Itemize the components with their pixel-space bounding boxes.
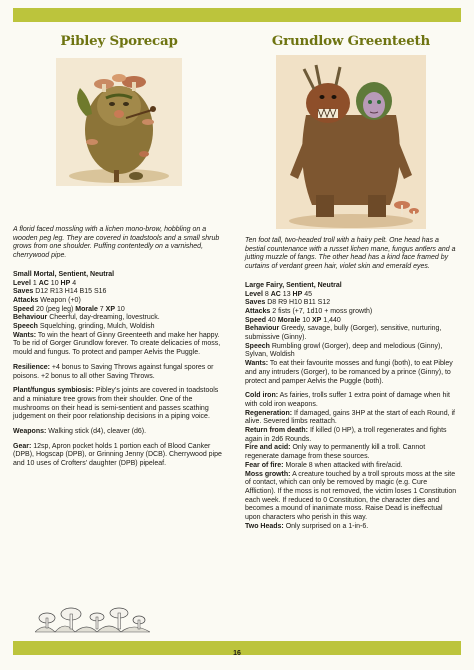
ability-fire-and-acid: [245, 444, 457, 461]
ability-label: Return from death:: [245, 427, 308, 435]
behaviour-value: Cheerful, day-dreaming, lovestruck.: [49, 314, 160, 322]
pibley-speech-line: [13, 323, 225, 332]
ability-text: A creature touched by a troll sprouts moss at the site of contact, which can only be removed by magic (e.g. Cure Affliction). If the moss is not removed, the victim loses 1 Constitution each week. If reduced to 0 Constitution, the character dies and becomes a mound of inanimate moss. Raise Dead is ineffectual upon characters who perish in this way.: [245, 470, 457, 522]
resilience-value: +4 bonus to Saving Throws against fungal spores or poisons. +2 bonus to all other Saving Throws.: [13, 363, 214, 380]
grundlow-wants-line: [245, 360, 457, 386]
pibley-illustration: [56, 58, 182, 186]
saves-value: D12 R13 H14 B15 S16: [35, 288, 107, 296]
ability-two-heads: [245, 523, 457, 532]
xp-value: 1,440: [323, 316, 341, 324]
resilience-label: Resilience:: [13, 363, 50, 371]
hp-value: 45: [304, 290, 313, 298]
ability-text: Only surprised on a 1-in-6.: [285, 522, 369, 530]
hp-label: HP: [292, 290, 303, 298]
grundlow-saves-line: [245, 299, 457, 308]
attacks-value: 2 fists (+7, 1d10 + moss growth): [272, 307, 373, 315]
ability-text: Only way to permanently kill a troll. Cannot regenerate damage from these sources.: [245, 444, 426, 461]
ability-return-from-death: [245, 427, 457, 444]
ability-label: Fear of fire:: [245, 461, 284, 469]
ability-label: Two Heads:: [245, 522, 284, 530]
speed-label: Speed: [245, 316, 267, 324]
behaviour-value: Greedy, savage, bully (Gorger), sensitive, nurturing, submissive (Ginny).: [245, 325, 442, 342]
grundlow-type: Large Fairy, Sentient, Neutral: [245, 281, 342, 289]
speech-label: Speech: [245, 342, 270, 350]
speed-value: 40: [267, 316, 276, 324]
ability-text: If killed (0 HP), a troll regenerates and fights again in 2d6 Rounds.: [245, 427, 447, 443]
ability-fear-of-fire: [245, 462, 457, 471]
symbiosis-value: Pibley’s joints are covered in toadstools and a miniature tree grows from their shoulder. One of the mushrooms on their head is semi-sentient and passes scathing judgement on their poor relationship decisions in a piping voice.: [13, 387, 219, 421]
ability-text: As fairies, trolls suffer 1 extra point of damage when hit with cold iron weapons.: [245, 392, 450, 408]
ability-moss-growth: [245, 471, 457, 523]
level-value: 1: [32, 279, 37, 287]
pibley-stat-block: [13, 271, 225, 358]
grundlow-illustration: [276, 55, 426, 229]
attacks-value: Weapon (+0): [40, 296, 81, 304]
pibley-wants-line: [13, 332, 225, 358]
grundlow-level-line: [245, 291, 457, 300]
ability-text: Morale 8 when attacked with fire/acid.: [285, 461, 403, 469]
ability-label: Regeneration:: [245, 409, 293, 417]
ac-label: AC: [38, 279, 49, 287]
pibley-attacks-line: [13, 297, 225, 306]
grundlow-abilities: [245, 392, 457, 531]
hp-label: HP: [60, 279, 71, 287]
ac-value: 10: [50, 279, 59, 287]
pibley-column: [13, 32, 225, 469]
wants-label: Wants:: [13, 331, 37, 339]
xp-value: 10: [116, 305, 125, 313]
wants-label: Wants:: [245, 360, 269, 368]
gear-value: 12sp, Apron pocket holds 1 portion each of Blood Canker (DPB), Hogscap (DPB), or Grinning Jenny (DCB). Cherrywood pipe and 10 uses of Crofters’ daughter (DPB) pipeleaf.: [13, 442, 222, 468]
symbiosis-label: Plant/fungus symbiosis:: [13, 387, 94, 395]
grundlow-description: Ten foot tall, two-headed troll with a hairy pelt. One head has a bestial countenance with a russet lichen mane, fungus antlers and a jutting muzzle of fangs. The other head has a kind face framed by curtains of verdant green hair, violet skin and emerald eyes.: [245, 237, 456, 271]
ability-regeneration: [245, 410, 457, 427]
speech-value: Rumbling growl (Gorger), deep and melodious (Ginny), Sylvan, Woldish: [245, 342, 443, 359]
pibley-gear: [13, 443, 225, 469]
wants-value: To win the heart of Ginny Greenteeth and make her happy. To be rid of Gorger Grundlow forever. To create delicacies of moss, mould and fungus. To protect and pamper Aelvis the Puggle.: [13, 331, 221, 357]
morale-value: 10: [302, 316, 311, 324]
ability-text: If damaged, gains 3HP at the start of each Round, if alive. Severed limbs reattach.: [245, 409, 455, 426]
behaviour-label: Behaviour: [13, 314, 48, 322]
ac-label: AC: [270, 290, 281, 298]
ability-label: Cold iron:: [245, 392, 279, 400]
grundlow-attacks-line: [245, 308, 457, 317]
pibley-symbiosis: [13, 387, 225, 422]
xp-label: XP: [105, 305, 115, 313]
speech-value: Squelching, grinding, Mulch, Woldish: [39, 323, 155, 331]
weapons-label: Weapons:: [13, 428, 47, 436]
speed-value: 20 (peg leg): [35, 305, 74, 313]
pibley-behaviour-line: [13, 314, 225, 323]
ac-value: 13: [282, 290, 291, 298]
pibley-speed-line: [13, 306, 225, 315]
grundlow-speed-line: [245, 317, 457, 326]
attacks-label: Attacks: [13, 296, 39, 304]
ability-label: Fire and acid:: [245, 444, 291, 452]
pibley-title: Pibley Sporecap: [60, 33, 178, 49]
saves-value: D8 R9 H10 B11 S12: [267, 299, 331, 307]
saves-label: Saves: [13, 288, 34, 296]
wants-value: To eat their favourite mosses and fungi (both), to eat Pibley and any intruders (Gorger), to be romanced by a prince (Ginny), to protect and pamper Aelvis the Puggle (both).: [245, 360, 453, 385]
grundlow-title: Grundlow Greenteeth: [271, 33, 431, 49]
gear-label: Gear:: [13, 442, 32, 450]
pibley-weapons: [13, 428, 225, 437]
ability-cold-iron: [245, 392, 457, 409]
attacks-label: Attacks: [245, 307, 271, 315]
pibley-resilience: [13, 364, 225, 381]
pibley-saves-line: [13, 288, 225, 297]
pibley-drawing: [56, 58, 182, 186]
grundlow-behaviour-line: [245, 325, 457, 342]
ability-label: Moss growth:: [245, 470, 291, 478]
saves-label: Saves: [245, 299, 266, 307]
page-number: 16: [233, 650, 241, 657]
pibley-description: A florid faced mossling with a lichen mono-brow, hobbling on a wooden peg leg. They are covered in toadstools and a small shrub grows from one shoulder. Puffing contentedly on a varnished, cherrywood pipe.: [13, 226, 220, 260]
top-accent-band: [13, 8, 461, 22]
behaviour-label: Behaviour: [245, 325, 280, 333]
mushroom-tufts-decoration: [35, 604, 150, 634]
morale-label: Morale: [75, 305, 98, 313]
xp-label: XP: [311, 316, 322, 324]
grundlow-stat-block: [245, 282, 457, 386]
level-label: Level: [13, 279, 31, 287]
level-label: Level: [245, 290, 263, 298]
morale-value: 7: [99, 305, 104, 313]
grundlow-drawing: [276, 55, 426, 229]
grundlow-column: [245, 32, 457, 532]
grundlow-speech-line: [245, 343, 457, 360]
level-value: 8: [264, 290, 269, 298]
pibley-level-line: [13, 280, 225, 289]
pibley-type: Small Mortal, Sentient, Neutral: [13, 270, 115, 278]
weapons-value: Walking stick (d4), cleaver (d6).: [48, 428, 147, 436]
hp-value: 4: [72, 279, 77, 287]
speed-label: Speed: [13, 305, 35, 313]
speech-label: Speech: [13, 323, 38, 331]
morale-label: Morale: [277, 316, 301, 324]
